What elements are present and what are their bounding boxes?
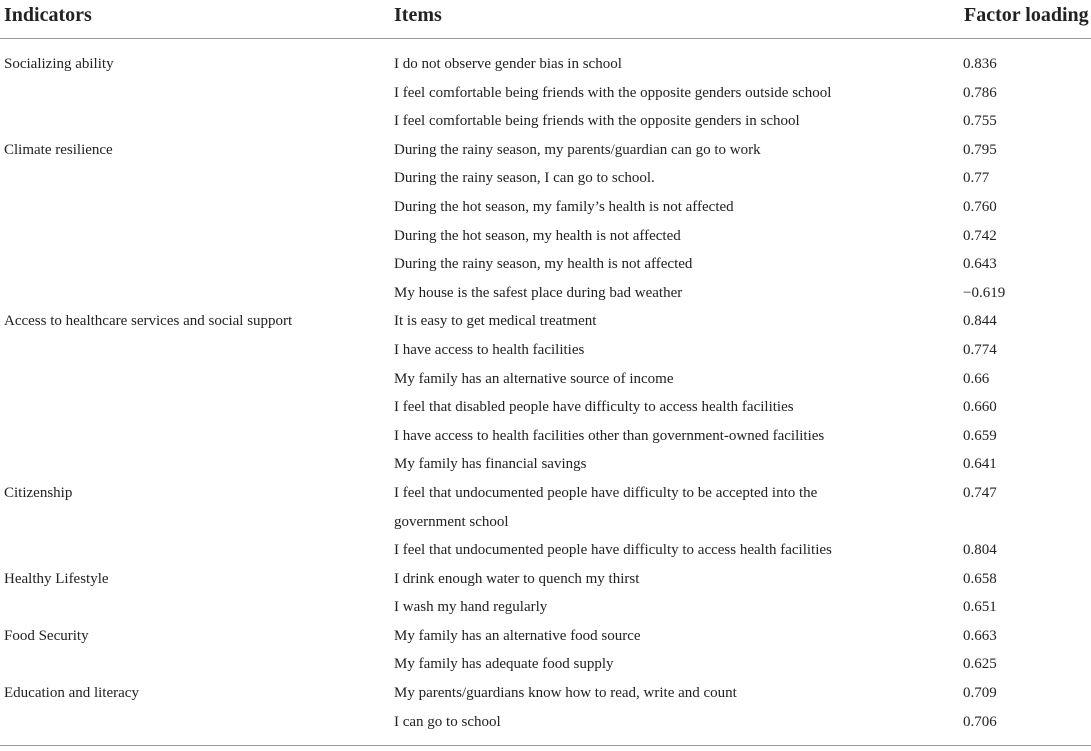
table-row [0,250,1091,279]
indicator-cell: Climate resilience [4,141,113,158]
table-row [0,422,1091,451]
item-cell: During the hot season, my health is not affected [394,227,681,244]
factor-loading-cell: 0.659 [963,427,997,444]
factor-loading-cell: 0.844 [963,313,997,330]
table-row [0,193,1091,222]
factor-loading-cell: 0.643 [963,256,997,273]
factor-loading-cell: 0.651 [963,599,997,616]
table-row [0,365,1091,394]
factor-loading-cell: 0.77 [963,170,990,187]
factor-loading-cell: 0.66 [963,370,990,387]
indicator-cell: Education and literacy [4,685,139,702]
factor-loading-cell: 0.747 [963,484,997,501]
item-cell: I have access to health facilities other than government-owned facilities [394,427,825,444]
item-cell: I wash my hand regularly [394,599,548,616]
item-cell: I feel that undocumented people have difficulty to access health facilities [394,542,832,559]
table-row [0,679,1091,708]
indicator-cell: Citizenship [4,484,73,501]
factor-loading-cell: 0.755 [963,113,997,130]
item-cell: I drink enough water to quench my thirst [394,570,640,587]
item-cell: During the rainy season, my health is not affected [394,256,693,273]
factor-loading-cell: 0.836 [963,56,997,72]
item-cell: My family has adequate food supply [394,656,614,673]
item-cell: My family has an alternative source of income [394,370,674,387]
table-row [0,336,1091,365]
item-cell: I can go to school [394,713,501,730]
table-row [0,536,1091,565]
item-cell: My family has an alternative food source [394,627,641,644]
item-cell: My parents/guardians know how to read, write and count [394,685,737,702]
table-row [0,107,1091,136]
item-cell: I have access to health facilities [394,341,585,358]
item-cell: During the rainy season, I can go to school. [394,170,655,187]
table-row [0,307,1091,336]
item-cell: During the rainy season, my parents/guardian can go to work [394,141,761,158]
factor-loading-cell: 0.641 [963,456,997,473]
indicator-cell: Food Security [4,627,89,644]
factor-loading-cell: −0.619 [963,284,1006,301]
header-items: Items [394,4,442,26]
item-cell: I feel comfortable being friends with the opposite genders outside school [394,84,832,101]
indicator-cell: Healthy Lifestyle [4,570,109,587]
table-row [0,622,1091,651]
table-row [0,50,1091,79]
table-row [0,593,1091,622]
factor-loading-cell: 0.804 [963,542,997,559]
table-row [0,650,1091,679]
factor-loading-cell: 0.774 [963,341,997,358]
table-header-row [0,0,1091,39]
table-row [0,708,1091,737]
table-row [0,479,1091,536]
indicator-cell: Access to healthcare services and social support [4,313,293,330]
item-cell: I do not observe gender bias in school [394,56,622,72]
table-row [0,279,1091,308]
table-row [0,393,1091,422]
item-cell: I feel that undocumented people have difficulty to be accepted into the government school [394,484,818,530]
factor-loading-cell: 0.660 [963,399,997,416]
factor-loading-cell: 0.742 [963,227,997,244]
factor-loading-cell: 0.795 [963,141,997,158]
factor-loading-cell: 0.760 [963,198,997,215]
factor-loading-cell: 0.663 [963,627,997,644]
table-body [0,39,1091,736]
table-bottom-rule [0,745,1091,746]
table-row [0,565,1091,594]
header-factor-loading: Factor loading [964,4,1089,26]
table-row [0,164,1091,193]
header-indicators: Indicators [4,4,92,26]
item-cell: I feel that disabled people have difficulty to access health facilities [394,399,794,416]
factor-loading-cell: 0.658 [963,570,997,587]
item-cell: My house is the safest place during bad weather [394,284,683,301]
item-cell: I feel comfortable being friends with the opposite genders in school [394,113,800,130]
factor-loading-cell: 0.625 [963,656,997,673]
factor-loading-cell: 0.786 [963,84,997,101]
table-row [0,222,1091,251]
factor-loading-cell: 0.706 [963,713,997,730]
table-row [0,136,1091,165]
indicator-cell: Socializing ability [4,56,114,72]
table-row [0,450,1091,479]
factor-loading-cell: 0.709 [963,685,997,702]
item-cell: During the hot season, my family’s health is not affected [394,198,734,215]
item-cell: It is easy to get medical treatment [394,313,597,330]
item-cell: My family has financial savings [394,456,587,473]
table-row [0,79,1091,108]
